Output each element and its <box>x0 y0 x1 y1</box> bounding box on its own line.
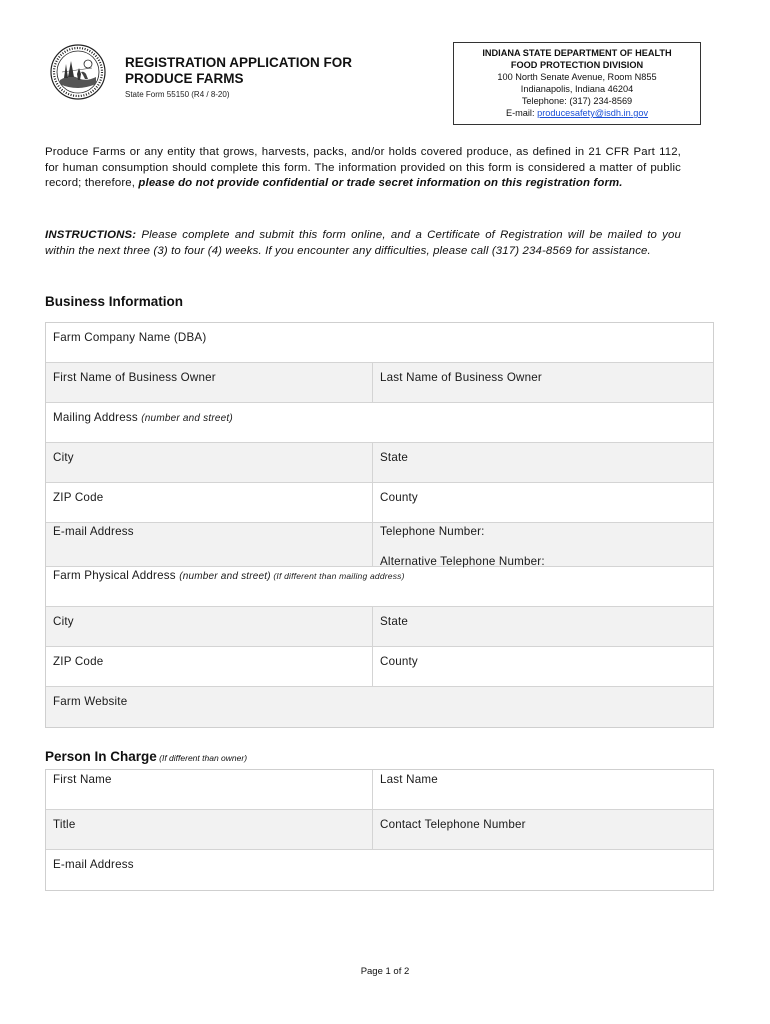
field-label: Last Name of Business Owner <box>380 371 542 384</box>
mailing-address-field[interactable] <box>46 403 713 442</box>
table-row <box>46 770 713 810</box>
table-row <box>46 607 713 647</box>
agency-email-link[interactable]: producesafety@isdh.in.gov <box>537 108 649 118</box>
physical-state-field[interactable] <box>373 607 713 646</box>
owner-first-name-field[interactable] <box>46 363 373 402</box>
field-label: State <box>380 451 409 464</box>
field-label: ZIP Code <box>53 655 104 668</box>
mailing-city-field[interactable] <box>46 443 373 482</box>
table-row <box>46 523 713 567</box>
intro-paragraph <box>45 145 681 192</box>
agency-contact-box <box>453 42 701 125</box>
agency-name: INDIANA STATE DEPARTMENT OF HEALTH <box>482 48 672 58</box>
form-title-line-2: PRODUCE FARMS <box>125 71 244 86</box>
instructions-label: INSTRUCTIONS: <box>45 229 137 241</box>
farm-company-name-field[interactable] <box>46 323 713 362</box>
physical-address-field[interactable] <box>46 567 713 606</box>
field-label: County <box>380 491 418 504</box>
pic-contact-phone-field[interactable] <box>373 810 713 849</box>
owner-last-name-field[interactable] <box>373 363 713 402</box>
business-email-field[interactable] <box>46 523 373 566</box>
agency-telephone: Telephone: (317) 234-8569 <box>521 96 633 106</box>
physical-county-field[interactable] <box>373 647 713 686</box>
business-information-heading: Business Information <box>45 294 184 309</box>
pic-title-field[interactable] <box>46 810 373 849</box>
field-label: Title <box>53 818 76 831</box>
table-row <box>46 483 713 523</box>
field-label: First Name of Business Owner <box>53 371 216 384</box>
pic-last-name-field[interactable] <box>373 770 713 809</box>
heading-text: Person In Charge <box>45 749 157 764</box>
table-row <box>46 810 713 850</box>
agency-city: Indianapolis, Indiana 46204 <box>520 84 634 94</box>
table-row <box>46 567 713 607</box>
field-label: State <box>380 615 409 628</box>
heading-note: (If different than owner) <box>156 753 248 763</box>
physical-city-field[interactable] <box>46 607 373 646</box>
agency-division: FOOD PROTECTION DIVISION <box>510 60 644 70</box>
pic-first-name-field[interactable] <box>46 770 373 809</box>
agency-email-label: E-mail: <box>505 108 538 118</box>
field-label: City <box>53 451 74 464</box>
field-label: Contact Telephone Number <box>380 818 526 831</box>
mailing-state-field[interactable] <box>373 443 713 482</box>
state-seal-logo <box>50 44 106 100</box>
intro-emphasis: please do not provide confidential or trade secret information on this registration form. <box>138 177 623 190</box>
field-label: Telephone Number: <box>380 525 485 538</box>
table-row <box>46 850 713 890</box>
field-label: Last Name <box>380 773 438 786</box>
person-in-charge-table <box>45 769 714 891</box>
business-information-table <box>45 322 714 728</box>
instructions-text: Please complete and submit this form online, and a Certificate of Registration will be mailed to you within the next three (3) to four (4) weeks. If you encounter any difficulties, please call (317) 234-8569 for assistance. <box>45 229 681 257</box>
mailing-county-field[interactable] <box>373 483 713 522</box>
farm-website-field[interactable] <box>46 687 713 727</box>
table-row <box>46 363 713 403</box>
field-label: County <box>380 655 418 668</box>
agency-email-line <box>454 107 700 119</box>
field-note: (number and street) <box>141 413 233 424</box>
field-label: Mailing Address <box>53 411 142 424</box>
field-label: E-mail Address <box>53 858 134 871</box>
intro-text: Produce Farms or any entity that grows, harvests, packs, and/or holds covered produce, as defined in 21 CFR Part 112, for human consumption should complete this form. The information provided on this form is considered a matter of public record; therefore, <box>45 146 681 190</box>
table-row <box>46 647 713 687</box>
mailing-zip-field[interactable] <box>46 483 373 522</box>
agency-street: 100 North Senate Avenue, Room N855 <box>497 72 657 82</box>
table-row <box>46 687 713 727</box>
table-row <box>46 323 713 363</box>
table-row <box>46 403 713 443</box>
field-label: Farm Company Name (DBA) <box>53 331 207 344</box>
field-label: Farm Physical Address <box>53 569 180 582</box>
field-label: ZIP Code <box>53 491 104 504</box>
field-label: Farm Website <box>53 695 128 708</box>
field-label: City <box>53 615 74 628</box>
field-note: (number and street) <box>179 571 271 582</box>
person-in-charge-heading <box>45 749 247 764</box>
table-row <box>46 443 713 483</box>
pic-email-field[interactable] <box>46 850 713 890</box>
business-telephone-field[interactable] <box>373 523 713 566</box>
field-label: E-mail Address <box>53 525 134 538</box>
field-label: First Name <box>53 773 112 786</box>
form-title-line-1: REGISTRATION APPLICATION FOR <box>125 55 352 70</box>
physical-zip-field[interactable] <box>46 647 373 686</box>
form-number: State Form 55150 (R4 / 8-20) <box>125 90 230 99</box>
field-note: (If different than mailing address) <box>270 571 405 581</box>
alt-telephone-label: Alternative Telephone Number: <box>380 555 545 568</box>
instructions-paragraph <box>45 228 681 259</box>
page-number: Page 1 of 2 <box>360 966 410 977</box>
